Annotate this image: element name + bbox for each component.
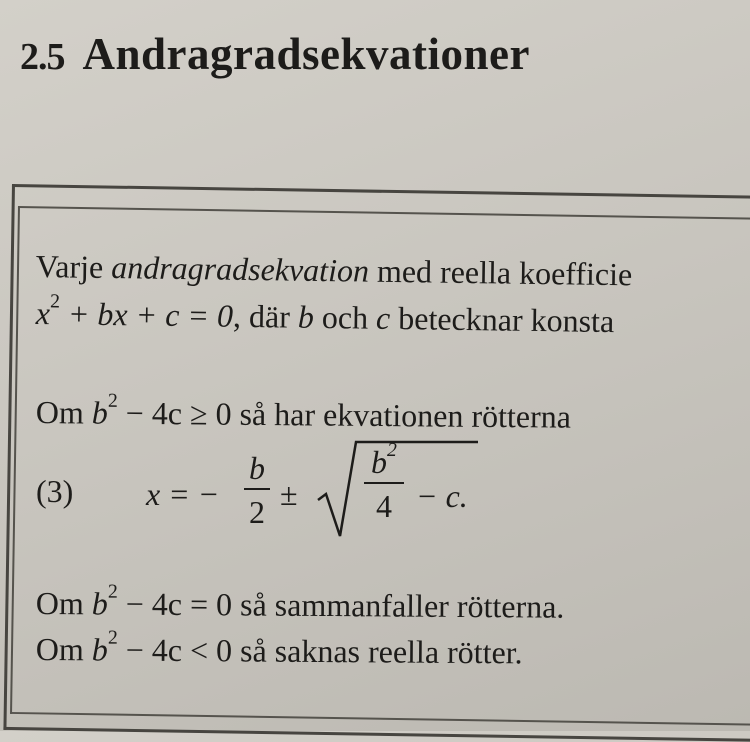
condition-positive: Om $b^2 - 4c \ge 0$ så har ekvationen rötterna — [35, 389, 572, 435]
fraction-bar — [364, 482, 404, 484]
condition-zero: Om $b^2 - 4c = 0$ så sammanfaller rötterna. — [35, 580, 565, 625]
intro-line-2: $x^2$ + bx + c = 0, där b och c betecknar konsta — [35, 290, 615, 340]
intro-line-1: Varje andragradsekvation med reella koefficie — [35, 248, 633, 293]
section-heading — [20, 28, 530, 80]
equation-number: (3) — [36, 473, 74, 509]
equation-tail: − c. — [416, 478, 468, 514]
condition-negative: Om $b^2 - 4c < 0$ så saknas reella rötter. — [35, 626, 523, 671]
fraction-b-over-2: b 2 — [244, 452, 270, 528]
equation-lhs: x = − — [146, 476, 220, 512]
fraction-bar — [244, 488, 270, 490]
fraction-b2-over-4: $b^2$ 4 — [364, 446, 404, 522]
quadratic-equation: + bx + c = 0 — [59, 295, 234, 334]
emphasized-term: andragradsekvation — [111, 249, 370, 289]
plus-minus-sign: ± — [280, 476, 298, 512]
section-number: 2.5 — [20, 36, 65, 78]
section-title: Andragradsekvationer — [82, 29, 530, 79]
